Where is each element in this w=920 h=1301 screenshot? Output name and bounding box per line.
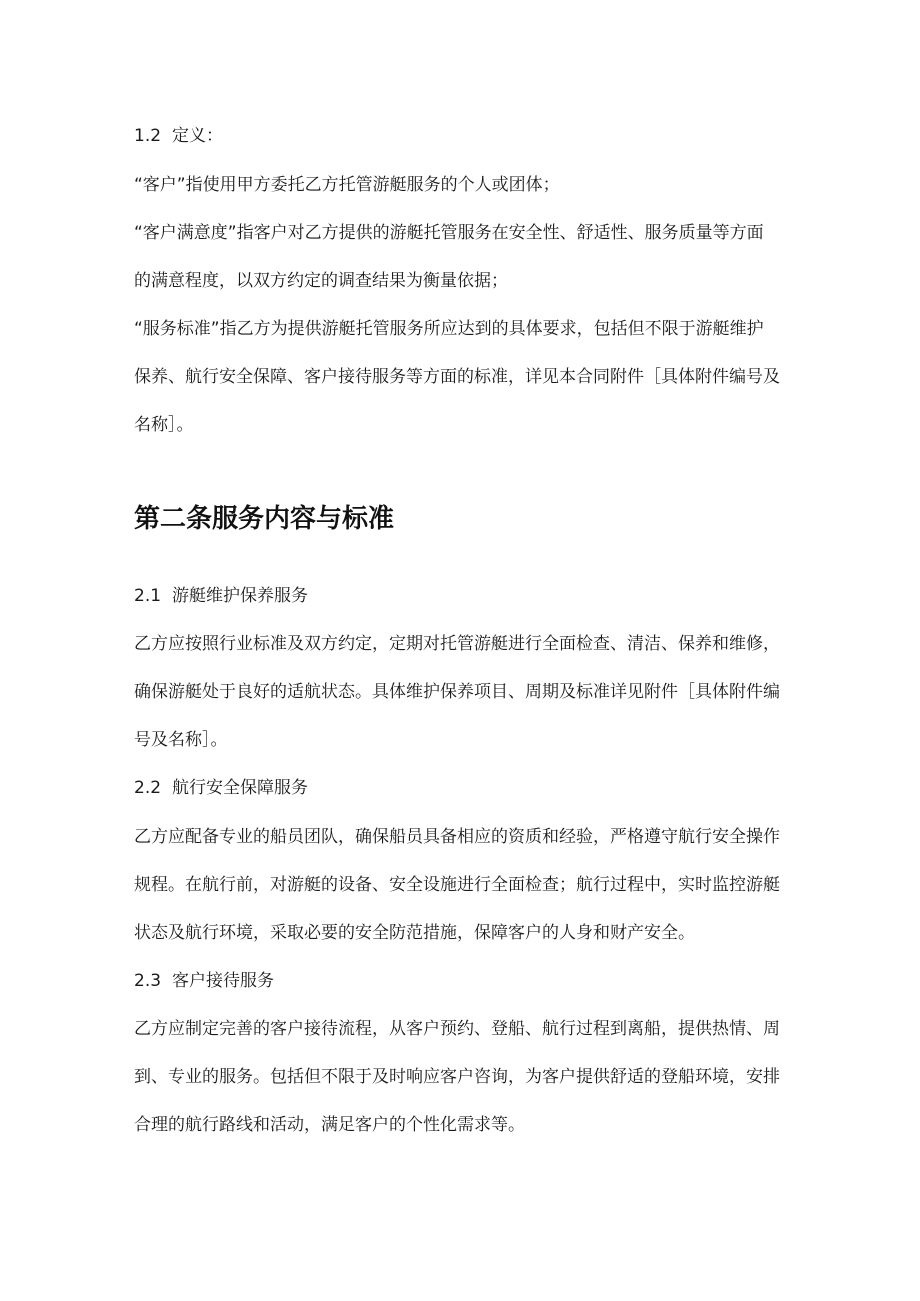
definition-standard-line-1: “服务标准”指乙方为提供游艇托管服务所应达到的具体要求，包括但不限于游艇维护 bbox=[134, 319, 764, 339]
section-number: 2.1 bbox=[134, 586, 162, 606]
section-2-3-line-1: 乙方应制定完善的客户接待流程，从客户预约、登船、航行过程到离船，提供热情、周 bbox=[134, 1019, 780, 1039]
section-2-3-line-3: 合理的航行路线和活动，满足客户的个性化需求等。 bbox=[134, 1115, 525, 1135]
section-title: 客户接待服务 bbox=[172, 971, 274, 991]
definition-customer: “客户”指使用甲方委托乙方托管游艇服务的个人或团体； bbox=[134, 175, 560, 195]
section-2-1-line-1: 乙方应按照行业标准及双方约定，定期对托管游艇进行全面检查、清洁、保养和维修， bbox=[134, 634, 780, 654]
section-1-2-title bbox=[134, 124, 223, 148]
section-2-2-line-3: 状态及航行环境，采取必要的安全防范措施，保障客户的人身和财产安全。 bbox=[134, 923, 695, 943]
article-2-heading: 第二条服务内容与标准 bbox=[134, 504, 395, 534]
section-2-3-title bbox=[134, 969, 274, 993]
section-number: 2.2 bbox=[134, 778, 162, 798]
section-2-1-title bbox=[134, 584, 308, 608]
definition-satisfaction-line-2: 的满意程度，以双方约定的调查结果为衡量依据； bbox=[134, 271, 508, 291]
definition-standard-line-2: 保养、航行安全保障、客户接待服务等方面的标准，详见本合同附件［具体附件编号及 bbox=[134, 367, 780, 387]
definition-standard-line-3: 名称］。 bbox=[134, 415, 194, 435]
section-title: 定义： bbox=[172, 126, 223, 146]
section-number: 1.2 bbox=[134, 126, 162, 146]
section-2-2-line-1: 乙方应配备专业的船员团队，确保船员具备相应的资质和经验，严格遵守航行安全操作 bbox=[134, 827, 780, 847]
section-2-2-line-2: 规程。在航行前，对游艇的设备、安全设施进行全面检查；航行过程中，实时监控游艇 bbox=[134, 875, 780, 895]
section-2-2-title bbox=[134, 776, 308, 800]
section-2-1-line-3: 号及名称］。 bbox=[134, 730, 228, 750]
section-title: 航行安全保障服务 bbox=[172, 778, 308, 798]
section-2-1-line-2: 确保游艇处于良好的适航状态。具体维护保养项目、周期及标准详见附件［具体附件编 bbox=[134, 682, 780, 702]
definition-satisfaction-line-1: “客户满意度”指客户对乙方提供的游艇托管服务在安全性、舒适性、服务质量等方面 bbox=[134, 223, 764, 243]
section-2-3-line-2: 到、专业的服务。包括但不限于及时响应客户咨询，为客户提供舒适的登船环境，安排 bbox=[134, 1067, 780, 1087]
section-title: 游艇维护保养服务 bbox=[172, 586, 308, 606]
section-number: 2.3 bbox=[134, 971, 162, 991]
